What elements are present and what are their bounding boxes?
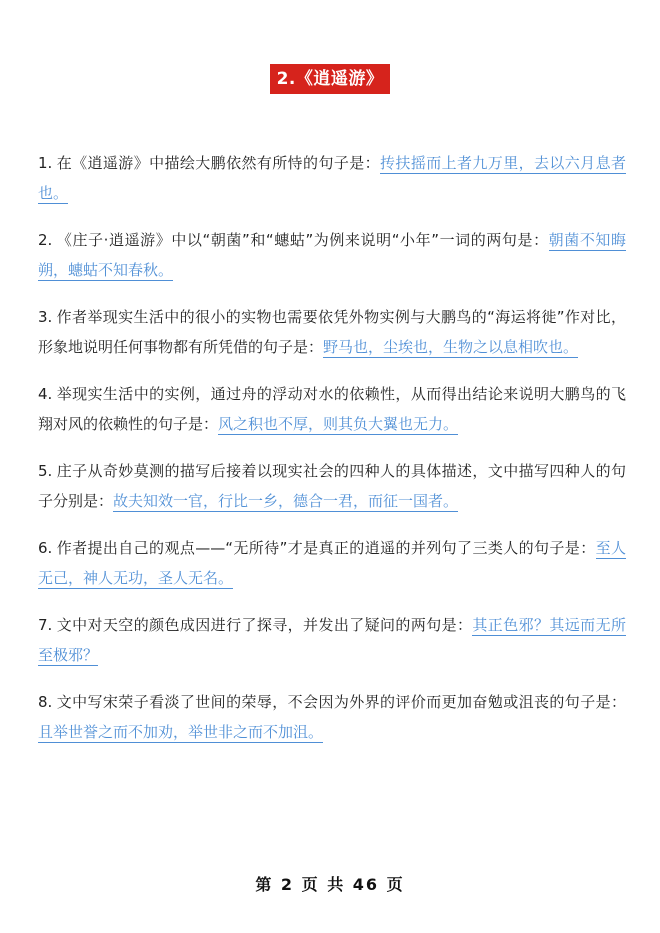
question-number: 7. (38, 616, 53, 634)
answer-text: 故夫知效一官，行比一乡，德合一君，而征一国者。 (113, 492, 459, 510)
page-title: 2.《逍遥游》 (270, 64, 391, 94)
question-text: 在《逍遥游》中描绘大鹏依然有所恃的句子是： (56, 154, 381, 172)
question-number: 3. (38, 308, 53, 326)
answer-text: 其正色邪？其远而无所至极邪？ (38, 616, 626, 664)
question-number: 8. (38, 693, 53, 711)
question-number: 6. (38, 539, 53, 557)
question-item-1 (38, 148, 626, 208)
question-item-2 (38, 225, 626, 285)
question-number: 5. (38, 462, 53, 480)
answer-text: 风之积也不厚，则其负大翼也无力。 (218, 415, 459, 433)
question-item-4 (38, 379, 626, 439)
question-text: 《庄子·逍遥游》中以“朝菌”和“蟪蛄”为例来说明“小年”一词的两句是： (56, 231, 549, 249)
question-item-8 (38, 687, 626, 747)
question-item-3 (38, 302, 626, 362)
question-text: 文中写宋荣子看淡了世间的荣辱，不会因为外界的评价而更加奋勉或沮丧的句子是： (56, 693, 626, 711)
page-footer: 第 2 页 共 46 页 (255, 875, 405, 894)
question-text: 文中对天空的颜色成因进行了探寻，并发出了疑问的两句是： (56, 616, 473, 634)
answer-text: 朝菌不知晦朔，蟪蛄不知春秋。 (38, 231, 626, 279)
answer-text: 至人无己，神人无功，圣人无名。 (38, 539, 626, 587)
question-number: 4. (38, 385, 53, 403)
question-text: 举现实生活中的实例，通过舟的浮动对水的依赖性，从而得出结论来说明大鹏鸟的飞翔对风的依赖性的句子是： (38, 385, 626, 433)
answer-text: 抟扶摇而上者九万里，去以六月息者也。 (38, 154, 626, 202)
question-item-5 (38, 456, 626, 516)
question-number: 1. (38, 154, 53, 172)
question-list (38, 148, 626, 764)
answer-text: 且举世誉之而不加劝，举世非之而不加沮。 (38, 723, 324, 741)
answer-text: 野马也，尘埃也，生物之以息相吹也。 (323, 338, 579, 356)
question-item-6 (38, 533, 626, 593)
question-text: 庄子从奇妙莫测的描写后接着以现实社会的四种人的具体描述，文中描写四种人的句子分别是： (38, 462, 626, 510)
question-item-7 (38, 610, 626, 670)
question-number: 2. (38, 231, 53, 249)
title-container (0, 64, 660, 94)
question-text: 作者提出自己的观点——“无所待”才是真正的逍遥的并列句了三类人的句子是： (56, 539, 596, 557)
question-text: 作者举现实生活中的很小的实物也需要依凭外物实例与大鹏鸟的“海运将徙”作对比，形象地说明任何事物都有所凭借的句子是： (38, 308, 626, 356)
